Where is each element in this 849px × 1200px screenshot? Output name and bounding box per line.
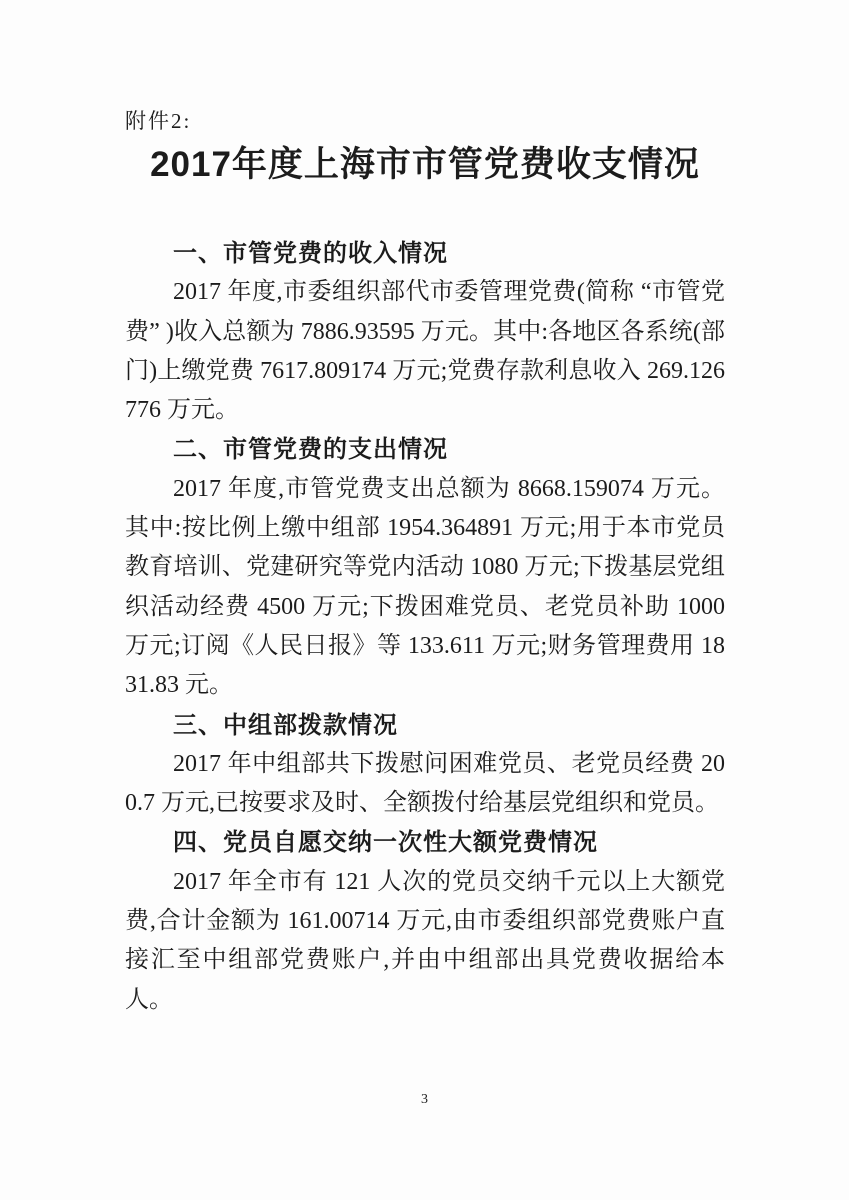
section-central-allocation-paragraph: 2017 年中组部共下拨慰问困难党员、老党员经费 200.7 万元,已按要求及时、全额拨付给基层党组织和党员。 <box>125 750 725 817</box>
attachment-label: 附件2: <box>125 109 192 133</box>
section-central-allocation-heading: 三、中组部拨款情况 <box>173 711 398 739</box>
section-income <box>125 234 725 430</box>
section-voluntary-dues <box>125 823 725 1019</box>
section-expenditure-paragraph: 2017 年度,市管党费支出总额为 8668.159074 万元。其中:按比例上缴中组部 1954.364891 万元;用于本市党员教育培训、党建研究等党内活动 1080 万元;下拨基层党组织活动经费 4500 万元;下拨困难党员、老党员补助 1000 万元;订阅《人民日报》等 133.611 万元;财务管理费用 1831.83 元。 <box>125 475 725 699</box>
section-voluntary-dues-paragraph: 2017 年全市有 121 人次的党员交纳千元以上大额党费,合计金额为 161.00714 万元,由市委组织部党费账户直接汇至中组部党费账户,并由中组部出具党费收据给本人。 <box>125 868 725 1013</box>
page-number: 3 <box>421 1092 428 1107</box>
section-expenditure-heading: 二、市管党费的支出情况 <box>173 436 448 464</box>
sections-container <box>125 234 725 1020</box>
document-content <box>125 106 725 1020</box>
page-title: 2017年度上海市市管党费收支情况 <box>150 145 700 184</box>
section-expenditure <box>125 430 725 705</box>
section-voluntary-dues-heading: 四、党员自愿交纳一次性大额党费情况 <box>173 829 598 857</box>
section-income-paragraph: 2017 年度,市委组织部代市委管理党费(简称 “市管党费” )收入总额为 7886.93595 万元。其中:各地区各系统(部门)上缴党费 7617.809174 万元;党费存款利息收入 269.126776 万元。 <box>125 279 725 424</box>
section-central-allocation <box>125 706 725 824</box>
section-income-heading: 一、市管党费的收入情况 <box>173 240 448 267</box>
